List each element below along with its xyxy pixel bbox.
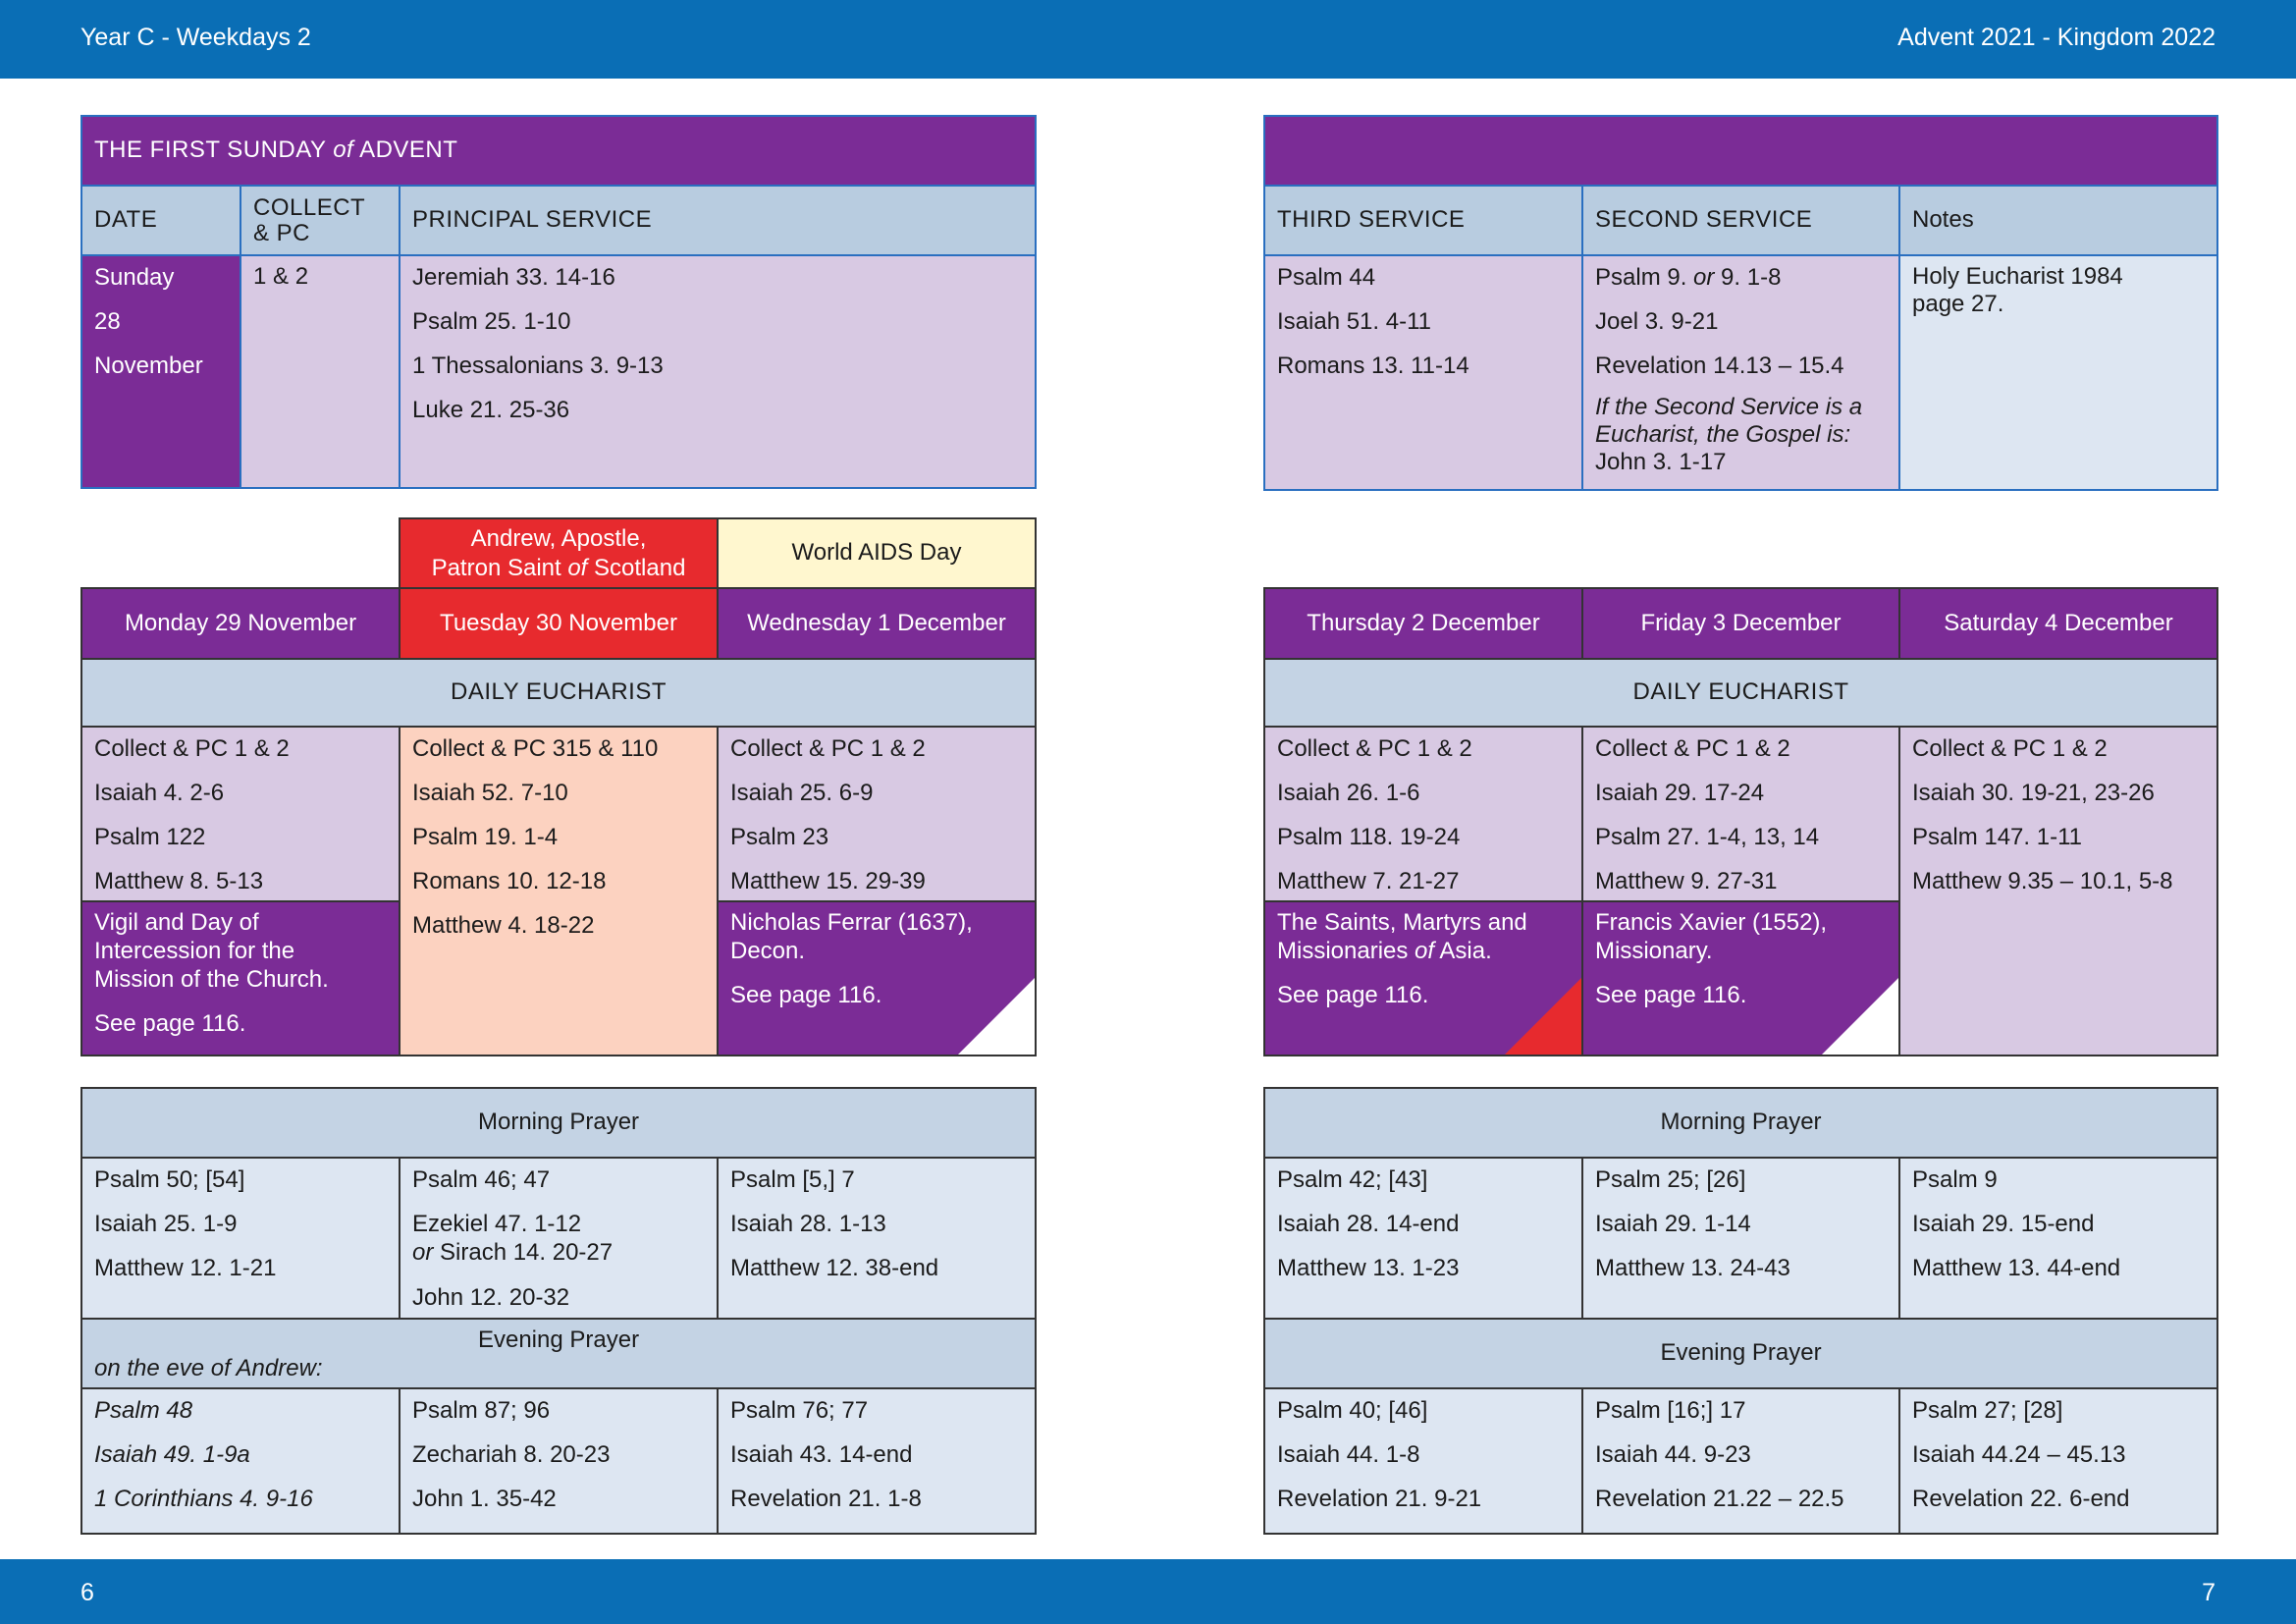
morning-prayer-label-left: Morning Prayer <box>81 1088 1036 1158</box>
commemoration-wednesday: Nicholas Ferrar (1637), Decon. See page 116. <box>718 901 1036 1056</box>
prayer-table-right <box>1263 1087 2218 1535</box>
evening-friday: Psalm [16;] 17 Isaiah 44. 9-23 Revelation 21.22 – 22.5 <box>1582 1388 1899 1534</box>
sunday-collect: 1 & 2 <box>240 255 400 488</box>
commemoration-thursday: The Saints, Martyrs and Missionaries of Asia. See page 116. <box>1264 901 1582 1056</box>
evening-prayer-label-left: Evening Prayer on the eve of Andrew: <box>81 1319 1036 1388</box>
commemoration-monday: Vigil and Day of Intercession for the Mission of the Church. See page 116. <box>81 901 400 1056</box>
sunday-table-left <box>80 115 1037 489</box>
eucharist-monday: Collect & PC 1 & 2 Isaiah 4. 2-6 Psalm 122 Matthew 8. 5-13 <box>81 727 400 901</box>
evening-prayer-label-right: Evening Prayer <box>1264 1319 2217 1388</box>
morning-tuesday: Psalm 46; 47 Ezekiel 47. 1-12 or Sirach 14. 20-27 John 12. 20-32 <box>400 1158 718 1319</box>
sunday-title-band <box>1264 116 2217 186</box>
page-number-right: 7 <box>2202 1579 2216 1606</box>
day-header-saturday: Saturday 4 December <box>1899 588 2217 659</box>
commemoration-friday: Francis Xavier (1552), Missionary. See page 116. <box>1582 901 1899 1056</box>
eucharist-wednesday: Collect & PC 1 & 2 Isaiah 25. 6-9 Psalm 23 Matthew 15. 29-39 <box>718 727 1036 901</box>
prayer-table-left <box>80 1087 1037 1535</box>
sunday-notes: Holy Eucharist 1984 page 27. <box>1899 255 2217 490</box>
eucharist-saturday: Collect & PC 1 & 2 Isaiah 30. 19-21, 23-26 Psalm 147. 1-11 Matthew 9.35 – 10.1, 5-8 <box>1899 727 2217 1056</box>
evening-thursday: Psalm 40; [46] Isaiah 44. 1-8 Revelation 21. 9-21 <box>1264 1388 1582 1534</box>
collect-header: COLLECT & PC <box>240 186 400 255</box>
evening-monday: Psalm 48 Isaiah 49. 1-9a 1 Corinthians 4. 9-16 <box>81 1388 400 1534</box>
day-header-tuesday: Tuesday 30 November <box>400 588 718 659</box>
third-service-header: THIRD SERVICE <box>1264 186 1582 255</box>
weekday-eucharist-left <box>80 517 1037 1056</box>
third-service-readings: Psalm 44 Isaiah 51. 4-11 Romans 13. 11-14 <box>1264 255 1582 490</box>
eucharist-friday: Collect & PC 1 & 2 Isaiah 29. 17-24 Psalm 27. 1-4, 13, 14 Matthew 9. 27-31 <box>1582 727 1899 901</box>
daily-eucharist-label-right: DAILY EUCHARIST <box>1264 659 2217 727</box>
morning-saturday: Psalm 9 Isaiah 29. 15-end Matthew 13. 44-end <box>1899 1158 2217 1319</box>
morning-wednesday: Psalm [5,] 7 Isaiah 28. 1-13 Matthew 12. 38-end <box>718 1158 1036 1319</box>
evening-wednesday: Psalm 76; 77 Isaiah 43. 14-end Revelation 21. 1-8 <box>718 1388 1036 1534</box>
notes-header: Notes <box>1899 186 2217 255</box>
day-header-thursday: Thursday 2 December <box>1264 588 1582 659</box>
weekday-eucharist-right <box>1263 587 2218 1056</box>
evening-tuesday: Psalm 87; 96 Zechariah 8. 20-23 John 1. 35-42 <box>400 1388 718 1534</box>
header-bar <box>0 0 2296 79</box>
morning-prayer-label-right: Morning Prayer <box>1264 1088 2217 1158</box>
daily-eucharist-label-left: DAILY EUCHARIST <box>81 659 1036 727</box>
morning-friday: Psalm 25; [26] Isaiah 29. 1-14 Matthew 13. 24-43 <box>1582 1158 1899 1319</box>
evening-saturday: Psalm 27; [28] Isaiah 44.24 – 45.13 Revelation 22. 6-end <box>1899 1388 2217 1534</box>
sunday-table-right <box>1263 115 2218 491</box>
white-corner-marker <box>1822 978 1898 1055</box>
andrew-feast-label: Andrew, Apostle, Patron Saint of Scotland <box>400 518 718 588</box>
header-left-title: Year C - Weekdays 2 <box>80 24 311 51</box>
second-service-header: SECOND SERVICE <box>1582 186 1899 255</box>
date-header: DATE <box>81 186 240 255</box>
sunday-title: THE FIRST SUNDAY of ADVENT <box>81 116 1036 186</box>
red-corner-marker <box>1505 978 1581 1055</box>
day-header-wednesday: Wednesday 1 December <box>718 588 1036 659</box>
morning-monday: Psalm 50; [54] Isaiah 25. 1-9 Matthew 12. 1-21 <box>81 1158 400 1319</box>
second-service-readings: Psalm 9. or 9. 1-8 Joel 3. 9-21 Revelation 14.13 – 15.4 If the Second Service is a Eucharist, the Gospel is: John 3. 1-17 <box>1582 255 1899 490</box>
eucharist-tuesday: Collect & PC 315 & 110 Isaiah 52. 7-10 Psalm 19. 1-4 Romans 10. 12-18 Matthew 4. 18-22 <box>400 727 718 1056</box>
world-aids-day-label: World AIDS Day <box>718 518 1036 588</box>
principal-service-readings: Jeremiah 33. 14-16 Psalm 25. 1-10 1 Thessalonians 3. 9-13 Luke 21. 25-36 <box>400 255 1036 488</box>
white-corner-marker <box>958 978 1035 1055</box>
page-number-left: 6 <box>80 1579 94 1606</box>
day-header-friday: Friday 3 December <box>1582 588 1899 659</box>
sunday-date: Sunday 28 November <box>81 255 240 488</box>
eucharist-thursday: Collect & PC 1 & 2 Isaiah 26. 1-6 Psalm 118. 19-24 Matthew 7. 21-27 <box>1264 727 1582 901</box>
day-header-monday: Monday 29 November <box>81 588 400 659</box>
morning-thursday: Psalm 42; [43] Isaiah 28. 14-end Matthew 13. 1-23 <box>1264 1158 1582 1319</box>
footer-bar <box>0 1559 2296 1624</box>
principal-service-header: PRINCIPAL SERVICE <box>400 186 1036 255</box>
header-right-title: Advent 2021 - Kingdom 2022 <box>1897 24 2216 51</box>
